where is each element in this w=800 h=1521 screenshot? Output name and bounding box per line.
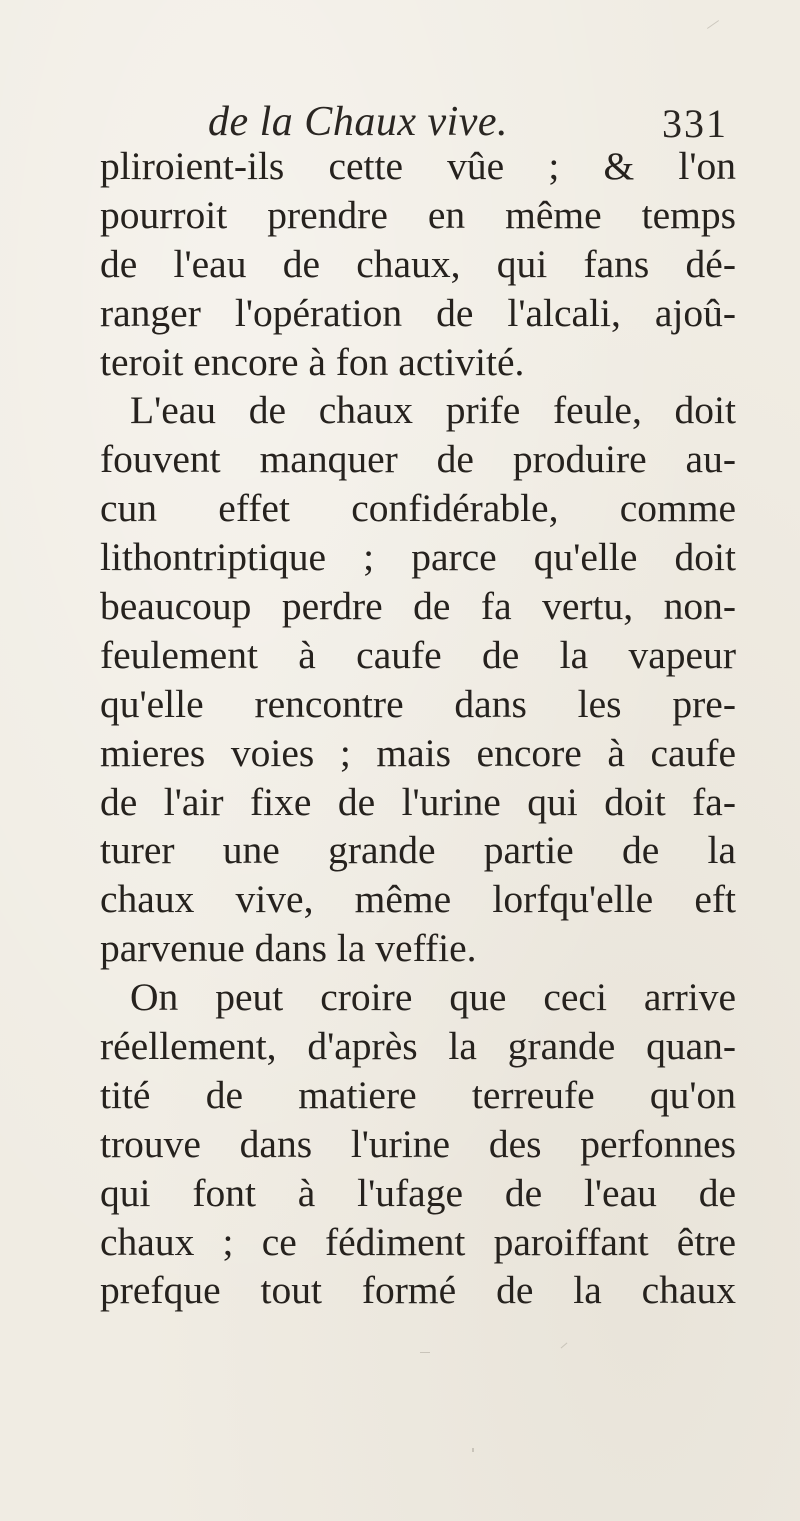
text-line: cun effet confidérable, comme bbox=[100, 486, 736, 531]
paper-speck bbox=[472, 1448, 474, 1452]
text-line: mieres voies ; mais encore à caufe bbox=[100, 730, 736, 775]
page-number: 331 bbox=[662, 101, 728, 146]
text-line: teroit encore à fon activité. bbox=[100, 339, 525, 384]
text-line: prefque tout formé de la chaux bbox=[100, 1268, 736, 1313]
text-line: parvenue dans la veffie. bbox=[100, 926, 477, 971]
paper-speck bbox=[420, 1352, 430, 1353]
paragraph-first-line: On peut croire que ceci arrive bbox=[130, 975, 736, 1020]
text-line: trouve dans l'urine des perfonnes bbox=[100, 1121, 736, 1166]
text-line: turer une grande partie de la bbox=[100, 828, 736, 873]
text-line: chaux vive, même lorfqu'elle eft bbox=[100, 877, 736, 922]
text-line: fouvent manquer de produire au- bbox=[100, 437, 736, 482]
text-line: feulement à caufe de la vapeur bbox=[100, 632, 736, 677]
paper-speck bbox=[561, 1343, 568, 1349]
paragraph-first-line: L'eau de chaux prife feule, doit bbox=[130, 388, 736, 433]
text-line: beaucoup perdre de fa vertu, non- bbox=[100, 584, 736, 629]
text-line: chaux ; ce fédiment paroiffant être bbox=[100, 1219, 736, 1264]
text-line: de l'eau de chaux, qui fans dé- bbox=[100, 241, 736, 286]
text-line: pourroit prendre en même temps bbox=[100, 192, 736, 237]
text-line: ranger l'opération de l'alcali, ajoû- bbox=[100, 290, 736, 335]
body-text bbox=[100, 142, 736, 1315]
text-line: réellement, d'après la grande quan- bbox=[100, 1024, 736, 1069]
running-head-title: de la Chaux vive. bbox=[208, 99, 509, 145]
text-line: pliroient-ils cette vûe ; & l'on bbox=[100, 144, 736, 188]
text-line: de l'air fixe de l'urine qui doit fa- bbox=[100, 779, 736, 824]
text-line: lithontriptique ; parce qu'elle doit bbox=[100, 535, 736, 580]
text-line: tité de matiere terreufe qu'on bbox=[100, 1072, 736, 1117]
text-line: qu'elle rencontre dans les pre- bbox=[100, 681, 736, 726]
running-head bbox=[150, 98, 740, 148]
paper-speck bbox=[707, 20, 719, 29]
text-line: qui font à l'ufage de l'eau de bbox=[100, 1170, 736, 1215]
